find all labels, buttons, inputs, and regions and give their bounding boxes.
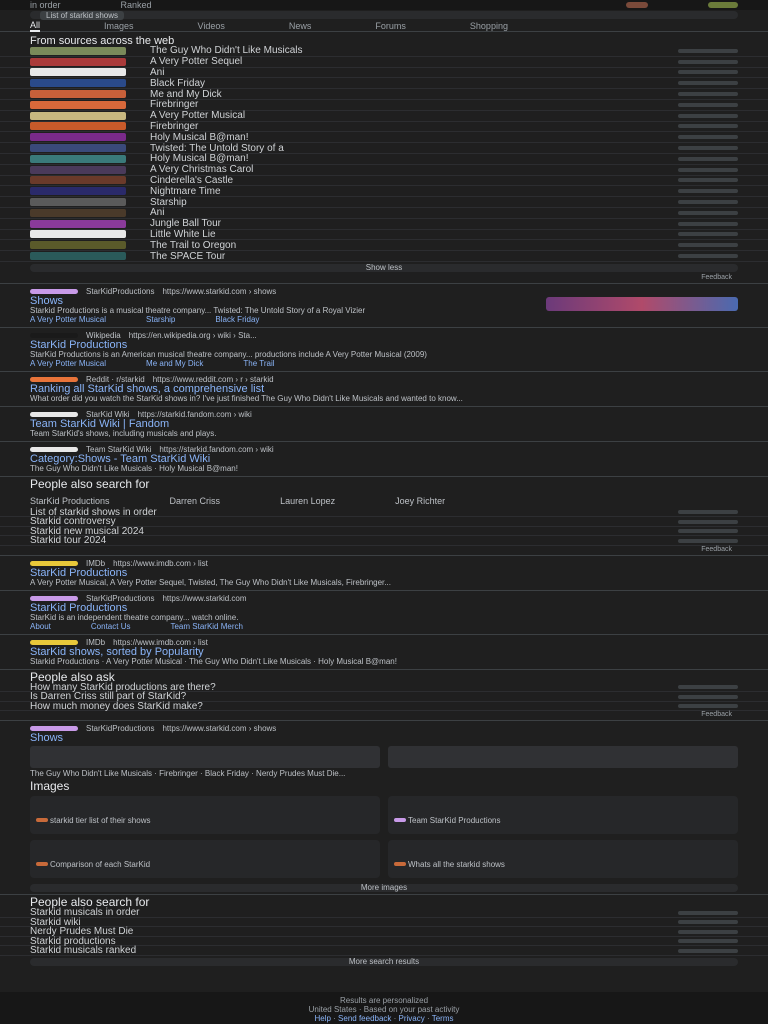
item-label: Cinderella's Castle <box>150 174 234 186</box>
item-label: The Trail to Oregon <box>150 239 237 251</box>
image-card[interactable] <box>30 840 380 878</box>
search-result <box>0 329 768 370</box>
result-site: StarKidProductions <box>86 724 155 734</box>
item-label: Starkid tour 2024 <box>30 535 107 547</box>
item-thumbnail <box>30 122 126 130</box>
divider <box>0 590 768 591</box>
item-thumbnail <box>30 220 126 228</box>
more-images-button[interactable]: More images <box>30 884 738 892</box>
item-thumbnail <box>30 187 126 195</box>
footer-link[interactable]: Privacy <box>398 1014 425 1023</box>
chevron-down-icon[interactable] <box>678 222 738 226</box>
result-title[interactable]: Team StarKid Wiki | Fandom <box>30 417 170 430</box>
tab-forums[interactable]: Forums <box>375 20 406 31</box>
item-thumbnail <box>30 68 126 76</box>
from-sources-title: From sources across the web <box>30 35 175 47</box>
thumb-box[interactable] <box>388 746 738 768</box>
tab-all[interactable]: All <box>30 19 41 30</box>
result-url[interactable]: https://starkid.fandom.com › wiki <box>159 444 274 454</box>
item-thumbnail <box>30 133 126 141</box>
footer-link[interactable]: Help <box>314 1014 331 1023</box>
divider <box>0 283 768 284</box>
item-thumbnail <box>30 112 126 120</box>
item-label: Starkid productions <box>30 935 116 947</box>
item-label: Nerdy Prudes Must Die <box>30 926 134 938</box>
result-site: Team StarKid Wiki <box>86 444 152 454</box>
site-favicon <box>30 377 78 382</box>
divider <box>0 327 768 328</box>
item-label: Starkid new musical 2024 <box>30 525 144 537</box>
result-site: StarKid Wiki <box>86 409 130 419</box>
result-url[interactable]: https://www.starkid.com › shows <box>162 724 277 734</box>
list-item[interactable] <box>0 154 768 165</box>
site-favicon <box>30 596 78 601</box>
chevron-down-icon[interactable] <box>678 911 738 915</box>
tab-videos[interactable]: Videos <box>197 20 225 31</box>
divider <box>0 441 768 442</box>
result-site: IMDb <box>86 558 106 568</box>
result-snippet: Starkid Productions is a musical theatre company... Twisted: The Untold Story of a Royal Vizier <box>30 305 366 315</box>
list-item[interactable] <box>0 536 768 546</box>
chevron-down-icon[interactable] <box>678 539 738 543</box>
chevron-down-icon[interactable] <box>678 81 738 85</box>
chevron-down-icon[interactable] <box>678 529 738 533</box>
item-thumbnail <box>30 79 126 87</box>
chevron-down-icon[interactable] <box>678 114 738 118</box>
search-query[interactable]: List of starkid shows <box>40 11 124 20</box>
item-label: Holy Musical B@man! <box>150 131 249 143</box>
chevron-down-icon[interactable] <box>678 211 738 215</box>
item-label: Ani <box>150 67 165 78</box>
footer-links: Help · Send feedback · Privacy · Terms <box>314 1014 454 1023</box>
result-url[interactable]: https://en.wikipedia.org › wiki › Sta... <box>128 330 257 340</box>
item-label: Little White Lie <box>150 228 216 240</box>
item-label: Firebringer <box>150 99 199 111</box>
search-tabs <box>0 20 768 32</box>
result-header <box>30 559 738 568</box>
site-favicon <box>30 333 78 338</box>
pasf2-rows <box>0 908 768 956</box>
item-label: Black Friday <box>150 77 206 89</box>
feedback-link[interactable]: Feedback <box>701 711 732 719</box>
item-label: Firebringer <box>150 120 199 132</box>
item-thumbnail <box>30 198 126 206</box>
item-thumbnail <box>30 166 126 174</box>
result-snippet: StarKid is an independent theatre company... watch online. <box>30 612 239 622</box>
sitelinks <box>30 359 738 368</box>
sitelink[interactable]: About <box>30 621 51 631</box>
results-block-1 <box>0 285 768 477</box>
source-icon <box>36 862 48 866</box>
images-title: Images <box>30 779 70 794</box>
topbar-mid: Ranked <box>120 0 152 10</box>
list-item[interactable] <box>0 100 768 111</box>
list-item[interactable] <box>0 230 768 241</box>
search-bar[interactable] <box>30 11 738 19</box>
result-header <box>30 331 738 340</box>
search-result <box>0 408 768 440</box>
result-title[interactable]: Shows <box>30 732 64 745</box>
result-header <box>30 287 738 296</box>
footer-link[interactable]: Send feedback <box>338 1014 392 1023</box>
source-icon <box>394 862 406 866</box>
search-result <box>0 557 768 589</box>
avatar[interactable] <box>708 2 738 8</box>
footer-line2: United States · Based on your past activity <box>308 1005 460 1014</box>
item-label: Holy Musical B@man! <box>150 153 249 165</box>
site-favicon <box>30 640 78 645</box>
result-header <box>30 724 738 733</box>
search-result <box>0 636 768 668</box>
pasf-entity[interactable]: Lauren Lopez <box>280 495 336 506</box>
feedback-link[interactable]: Feedback <box>701 545 732 553</box>
list-item[interactable] <box>0 240 768 251</box>
images-grid <box>0 792 768 882</box>
list-item[interactable] <box>0 208 768 219</box>
result-site: StarKidProductions <box>86 286 155 296</box>
sitelink[interactable]: A Very Potter Musical <box>30 314 107 324</box>
sitelink[interactable]: Starship <box>146 314 176 324</box>
chevron-down-icon[interactable] <box>678 520 738 524</box>
chevron-down-icon[interactable] <box>678 92 738 96</box>
list-item[interactable] <box>0 46 768 57</box>
image-card[interactable] <box>388 840 738 878</box>
result-snippet: StarKid Productions is an American musical theatre company... productions include A Very Potter Musical (2009) <box>30 349 427 359</box>
result-url[interactable]: https://www.imdb.com › list <box>113 637 208 647</box>
item-thumbnail <box>30 209 126 217</box>
chevron-down-icon[interactable] <box>678 254 738 258</box>
chevron-down-icon[interactable] <box>678 189 738 193</box>
results-block-2 <box>0 557 768 670</box>
chevron-down-icon[interactable] <box>678 49 738 53</box>
site-favicon <box>30 289 78 294</box>
chevron-down-icon[interactable] <box>678 200 738 204</box>
item-label: Starkid musicals ranked <box>30 945 137 957</box>
list-item[interactable] <box>0 702 768 712</box>
item-label: Twisted: The Untold Story of a <box>150 142 284 154</box>
image-card[interactable] <box>388 796 738 834</box>
divider <box>0 371 768 372</box>
show-less-button[interactable]: Show less <box>30 264 738 272</box>
search-result <box>0 592 768 633</box>
footer-link[interactable]: Terms <box>431 1014 454 1023</box>
item-label: Ani <box>150 207 165 219</box>
result-site: StarKidProductions <box>86 593 155 603</box>
chevron-down-icon[interactable] <box>678 920 738 924</box>
list-item[interactable] <box>0 165 768 176</box>
pasf-rows <box>0 508 768 546</box>
image-caption: Comparison of each StarKid <box>50 860 151 870</box>
list-item[interactable] <box>0 186 768 197</box>
chevron-down-icon[interactable] <box>678 704 738 708</box>
result-snippet: What order did you watch the StarKid shows in? I've just finished The Guy Who Didn't Like Musicals and wanted to know... <box>30 393 463 403</box>
chevron-down-icon[interactable] <box>678 243 738 247</box>
item-label: Starkid wiki <box>30 916 81 928</box>
item-thumbnail <box>30 47 126 55</box>
paa-rows <box>0 683 768 712</box>
result-snippet: A Very Potter Musical, A Very Potter Sequel, Twisted, The Guy Who Didn't Like Musicals, Firebringer... <box>30 577 391 587</box>
image-caption: Whats all the starkid shows <box>408 860 505 870</box>
footer-line1: Results are personalized <box>339 996 429 1005</box>
divider <box>0 555 768 556</box>
chevron-down-icon[interactable] <box>678 695 738 699</box>
list-item[interactable] <box>0 908 768 918</box>
list-item[interactable] <box>0 197 768 208</box>
tab-shopping[interactable]: Shopping <box>469 20 508 31</box>
result-title[interactable]: StarKid Productions <box>30 566 128 579</box>
image-caption: starkid tier list of their shows <box>50 816 151 826</box>
result-thumbs <box>30 744 738 770</box>
item-label: Me and My Dick <box>150 88 222 100</box>
chevron-down-icon[interactable] <box>678 178 738 182</box>
result-snippet: The Guy Who Didn't Like Musicals · Holy Musical B@man! <box>30 463 238 473</box>
search-result <box>0 285 768 326</box>
item-thumbnail <box>30 144 126 152</box>
item-thumbnail <box>30 90 126 98</box>
result-snippet: Starkid Productions · A Very Potter Musical · The Guy Who Didn't Like Musicals · Holy Musical B@man! <box>30 656 397 666</box>
sitelink[interactable]: Black Friday <box>215 314 260 324</box>
item-label: How many StarKid productions are there? <box>30 681 216 693</box>
item-label: Nightmare Time <box>150 185 221 197</box>
site-favicon <box>30 561 78 566</box>
site-favicon <box>30 447 78 452</box>
sitelink[interactable]: A Very Potter Musical <box>30 358 107 368</box>
site-favicon <box>30 726 78 731</box>
pasf-entity[interactable]: Darren Criss <box>169 495 221 506</box>
result-url[interactable]: https://www.starkid.com › shows <box>162 286 277 296</box>
chevron-down-icon[interactable] <box>678 939 738 943</box>
sitelinks <box>30 315 738 324</box>
list-item[interactable] <box>0 89 768 100</box>
chevron-down-icon[interactable] <box>678 232 738 236</box>
source-icon <box>36 818 48 822</box>
result-title[interactable]: Category:Shows - Team StarKid Wiki <box>30 452 211 465</box>
thumb-box[interactable] <box>30 746 380 768</box>
divider <box>0 406 768 407</box>
result-site: Wikipedia <box>86 330 121 340</box>
chevron-down-icon[interactable] <box>678 70 738 74</box>
result-url[interactable]: https://www.starkid.com <box>162 593 247 603</box>
list-item[interactable] <box>0 946 768 956</box>
list-item[interactable] <box>0 68 768 79</box>
item-label: A Very Potter Musical <box>150 110 246 122</box>
result-url[interactable]: https://starkid.fandom.com › wiki <box>137 409 252 419</box>
from-sources-list <box>0 46 768 262</box>
sitelink[interactable]: Me and My Dick <box>146 358 204 368</box>
item-label: Starkid controversy <box>30 516 116 528</box>
account-pill[interactable] <box>626 2 648 8</box>
topbar-left: in order <box>30 0 61 10</box>
chevron-down-icon[interactable] <box>678 930 738 934</box>
list-item[interactable] <box>0 527 768 537</box>
image-card[interactable] <box>30 796 380 834</box>
result-site: IMDb <box>86 637 106 647</box>
list-item[interactable] <box>0 78 768 89</box>
item-label: A Very Christmas Carol <box>150 164 254 176</box>
chevron-down-icon[interactable] <box>678 685 738 689</box>
item-label: How much money does StarKid make? <box>30 700 203 712</box>
sitelinks <box>30 622 738 631</box>
list-item[interactable] <box>0 251 768 262</box>
chevron-down-icon[interactable] <box>678 103 738 107</box>
divider <box>0 634 768 635</box>
item-label: The Guy Who Didn't Like Musicals <box>150 45 303 57</box>
list-item[interactable] <box>0 176 768 187</box>
sitelink[interactable]: Contact Us <box>90 621 131 631</box>
pasf-entity[interactable]: StarKid Productions <box>30 495 110 506</box>
result-title[interactable]: Ranking all StarKid shows, a comprehensive list <box>30 382 265 395</box>
footer <box>0 992 768 1024</box>
chevron-down-icon[interactable] <box>678 157 738 161</box>
item-label: A Very Potter Sequel <box>150 56 243 68</box>
item-thumbnail <box>30 155 126 163</box>
result-snippet: Team StarKid's shows, including musicals and plays. <box>30 428 217 438</box>
site-favicon <box>30 412 78 417</box>
top-bar <box>0 0 768 10</box>
pasf2-title: People also search for <box>30 895 150 910</box>
item-thumbnail <box>30 241 126 249</box>
divider <box>0 720 768 721</box>
result-title[interactable]: StarKid Productions <box>30 601 128 614</box>
more-results-button[interactable]: More search results <box>30 958 738 966</box>
chevron-down-icon[interactable] <box>678 146 738 150</box>
search-result <box>0 373 768 405</box>
item-thumbnail <box>30 176 126 184</box>
item-thumbnail <box>30 58 126 66</box>
list-item[interactable] <box>0 132 768 143</box>
result-title[interactable]: StarKid shows, sorted by Popularity <box>30 645 204 658</box>
item-label: Jungle Ball Tour <box>150 218 221 230</box>
item-label: Starship <box>150 196 187 208</box>
result-title[interactable]: StarKid Productions <box>30 338 128 351</box>
pasf-entity[interactable]: Joey Richter <box>395 495 446 506</box>
chevron-down-icon[interactable] <box>678 124 738 128</box>
list-item[interactable] <box>0 122 768 133</box>
result-site: Reddit · r/starkid <box>86 374 145 384</box>
item-label: Is Darren Criss still part of StarKid? <box>30 691 187 703</box>
item-label: List of starkid shows in order <box>30 506 157 518</box>
source-icon <box>394 818 406 822</box>
result-url[interactable]: https://www.imdb.com › list <box>113 558 208 568</box>
item-label: The SPACE Tour <box>150 250 226 262</box>
list-item[interactable] <box>0 219 768 230</box>
chevron-down-icon[interactable] <box>678 168 738 172</box>
feedback-link[interactable]: Feedback <box>701 273 732 281</box>
pasf-title: People also search for <box>30 476 150 491</box>
result-title[interactable]: Shows <box>30 294 64 307</box>
list-item[interactable] <box>0 111 768 122</box>
list-item[interactable] <box>0 143 768 154</box>
tab-images[interactable]: Images <box>104 20 134 31</box>
result-image[interactable] <box>546 297 738 311</box>
chevron-down-icon[interactable] <box>678 135 738 139</box>
item-thumbnail <box>30 252 126 260</box>
tab-news[interactable]: News <box>288 20 312 31</box>
item-thumbnail <box>30 101 126 109</box>
result-url[interactable]: https://www.reddit.com › r › starkid <box>152 374 274 384</box>
pasf-entities <box>0 490 768 508</box>
item-thumbnail <box>30 230 126 238</box>
chevron-down-icon[interactable] <box>678 510 738 514</box>
item-label: Starkid musicals in order <box>30 907 140 919</box>
paa-title: People also ask <box>30 669 115 684</box>
list-item[interactable] <box>0 57 768 68</box>
chevron-down-icon[interactable] <box>678 949 738 953</box>
search-result <box>0 722 768 780</box>
image-caption: Team StarKid Productions <box>408 816 501 826</box>
divider <box>0 669 768 670</box>
sitelink[interactable]: The Trail <box>243 358 275 368</box>
result-snippet: The Guy Who Didn't Like Musicals · Firebringer · Black Friday · Nerdy Prudes Must Die... <box>30 769 346 779</box>
chevron-down-icon[interactable] <box>678 60 738 64</box>
search-result <box>0 443 768 475</box>
sitelink[interactable]: Team StarKid Merch <box>170 621 243 631</box>
result-header <box>30 594 738 603</box>
